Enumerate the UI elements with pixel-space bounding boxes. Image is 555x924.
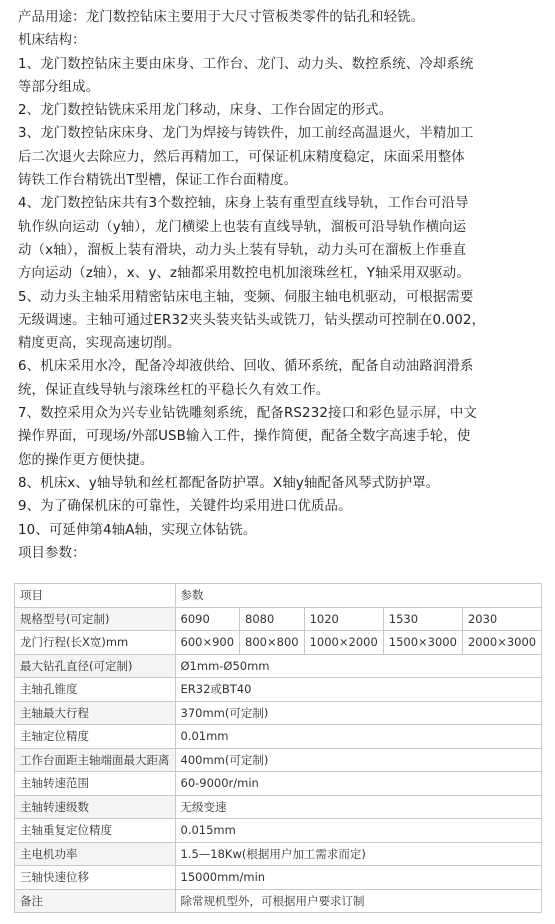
section-heading-params: 项目参数： bbox=[18, 545, 86, 561]
text-line: 3、龙门数控钻床床身、龙门为焊接与铸铁件，加工前经高温退火，半精加工 bbox=[18, 126, 474, 142]
row-label: 龙门行程(长X宽)mm bbox=[15, 631, 176, 655]
row-label: 备注 bbox=[15, 889, 176, 913]
text-line: 统，保证直线导轨与滚珠丝杠的平稳长久有效工作。 bbox=[18, 382, 330, 398]
table-row bbox=[15, 654, 542, 678]
table-row bbox=[15, 701, 542, 725]
table-row bbox=[15, 866, 542, 890]
row-label: 最大钻孔直径(可定制) bbox=[15, 654, 176, 678]
row-label: 三轴快速位移 bbox=[15, 866, 176, 890]
travel-cell: 600×900 bbox=[175, 631, 240, 655]
product-description bbox=[18, 6, 543, 565]
text-line: 等部分组成。 bbox=[18, 79, 100, 95]
text-line: 6、机床采用水冷，配备冷却液供给、回收、循环系统，配备自动油路润滑系 bbox=[18, 359, 474, 375]
model-cell: 1020 bbox=[304, 607, 383, 631]
table-row bbox=[15, 842, 542, 866]
row-value: 15000mm/min bbox=[175, 866, 542, 890]
text-line: 2、龙门数控钻铣床采用龙门移动，床身、工作台固定的形式。 bbox=[18, 103, 393, 119]
model-cell: 2030 bbox=[462, 607, 541, 631]
row-label: 主轴孔锥度 bbox=[15, 678, 176, 702]
row-label: 主轴转速级数 bbox=[15, 795, 176, 819]
model-cell: 6090 bbox=[175, 607, 240, 631]
text-line: 5、动力头主轴采用精密钻床电主轴，变频、伺服主轴电机驱动，可根据需要 bbox=[18, 289, 474, 305]
table-row bbox=[15, 795, 542, 819]
row-label: 规格型号(可定制) bbox=[15, 607, 176, 631]
text-line: 产品用途：龙门数控钻床主要用于大尺寸管板类零件的钻孔和轻铣。 bbox=[18, 10, 425, 25]
row-label: 主轴重复定位精度 bbox=[15, 819, 176, 843]
text-line: 4、龙门数控钻床共有3个数控轴，床身上装有重型直线导轨，工作台可沿导 bbox=[18, 196, 469, 212]
row-value: 60-9000r/min bbox=[175, 772, 542, 796]
text-line: 8、机床x、y轴导轨和丝杠都配备防护罩。X轴y轴配备风琴式防护罩。 bbox=[18, 475, 440, 491]
table-row-model bbox=[15, 607, 542, 631]
row-value: 除常规机型外，可根据用户要求订制 bbox=[175, 889, 542, 913]
row-label: 工作台面距主轴端面最大距离 bbox=[15, 748, 176, 772]
text-line: 1、龙门数控钻床主要由床身、工作台、龙门、动力头、数控系统、冷却系统 bbox=[18, 56, 474, 72]
text-line: 铸铁工作台精铣出T型槽，保证工作台面精度。 bbox=[18, 173, 298, 189]
table-row-travel bbox=[15, 631, 542, 655]
table-row bbox=[15, 678, 542, 702]
header-cell: 参数 bbox=[175, 584, 542, 608]
travel-cell: 800×800 bbox=[240, 631, 305, 655]
model-cell: 1530 bbox=[383, 607, 462, 631]
text-line: 轨作纵向运动（y轴），龙门横梁上也装有直线导轨，溜板可沿导轨作横向运 bbox=[18, 219, 467, 235]
text-line: 机床结构： bbox=[18, 33, 86, 49]
text-line: 后二次退火去除应力，然后再精加工，可保证机床精度稳定，床面采用整体 bbox=[18, 149, 465, 165]
text-line: 动（x轴），溜板上装有滑块，动力头上装有导轨，动力头可在溜板上作垂直 bbox=[18, 242, 467, 258]
text-line: 精度更高，实现高速切削。 bbox=[18, 336, 181, 352]
row-value: ER32或BT40 bbox=[175, 678, 542, 702]
travel-cell: 1000×2000 bbox=[304, 631, 383, 655]
table-row bbox=[15, 772, 542, 796]
text-line: 7、数控采用众为兴专业钻铣雕刻系统，配备RS232接口和彩色显示屏，中文 bbox=[18, 406, 477, 422]
row-label: 主轴定位精度 bbox=[15, 725, 176, 749]
row-value: 0.015mm bbox=[175, 819, 542, 843]
text-line: 方向运动（z轴），x、y、z轴都采用数控电机加滚珠丝杠，Y轴采用双驱动。 bbox=[18, 266, 470, 282]
travel-cell: 1500×3000 bbox=[383, 631, 462, 655]
table-row bbox=[15, 725, 542, 749]
travel-cell: 2000×3000 bbox=[462, 631, 541, 655]
row-value: 400mm(可定制) bbox=[175, 748, 542, 772]
row-value: 370mm(可定制) bbox=[175, 701, 542, 725]
row-value: Ø1mm-Ø50mm bbox=[175, 654, 542, 678]
header-cell: 项目 bbox=[15, 584, 176, 608]
row-value: 无级变速 bbox=[175, 795, 542, 819]
table-row bbox=[15, 889, 542, 913]
row-value: 0.01mm bbox=[175, 725, 542, 749]
text-line: 无级调速。主轴可通过ER32夹头装夹钻头或铣刀，钻头摆动可控制在0.002， bbox=[18, 312, 486, 328]
model-cell: 8080 bbox=[240, 607, 305, 631]
row-label: 主轴转速范围 bbox=[15, 772, 176, 796]
table-row bbox=[15, 819, 542, 843]
row-value: 1.5—18Kw(根据用户加工需求而定) bbox=[175, 842, 542, 866]
text-line: 您的操作更方便快捷。 bbox=[18, 452, 154, 468]
text-line: 10、可延伸第4轴A轴，实现立体钻铣。 bbox=[18, 522, 257, 538]
table-header-row bbox=[15, 584, 542, 608]
table-row bbox=[15, 748, 542, 772]
spec-table bbox=[14, 583, 542, 913]
row-label: 主电机功率 bbox=[15, 842, 176, 866]
text-line: 9、为了确保机床的可靠性，关键件均采用进口优质品。 bbox=[18, 499, 352, 515]
text-line: 操作界面，可现场/外部USB输入工件，操作简便，配备全数字高速手轮，使 bbox=[18, 429, 471, 445]
row-label: 主轴最大行程 bbox=[15, 701, 176, 725]
